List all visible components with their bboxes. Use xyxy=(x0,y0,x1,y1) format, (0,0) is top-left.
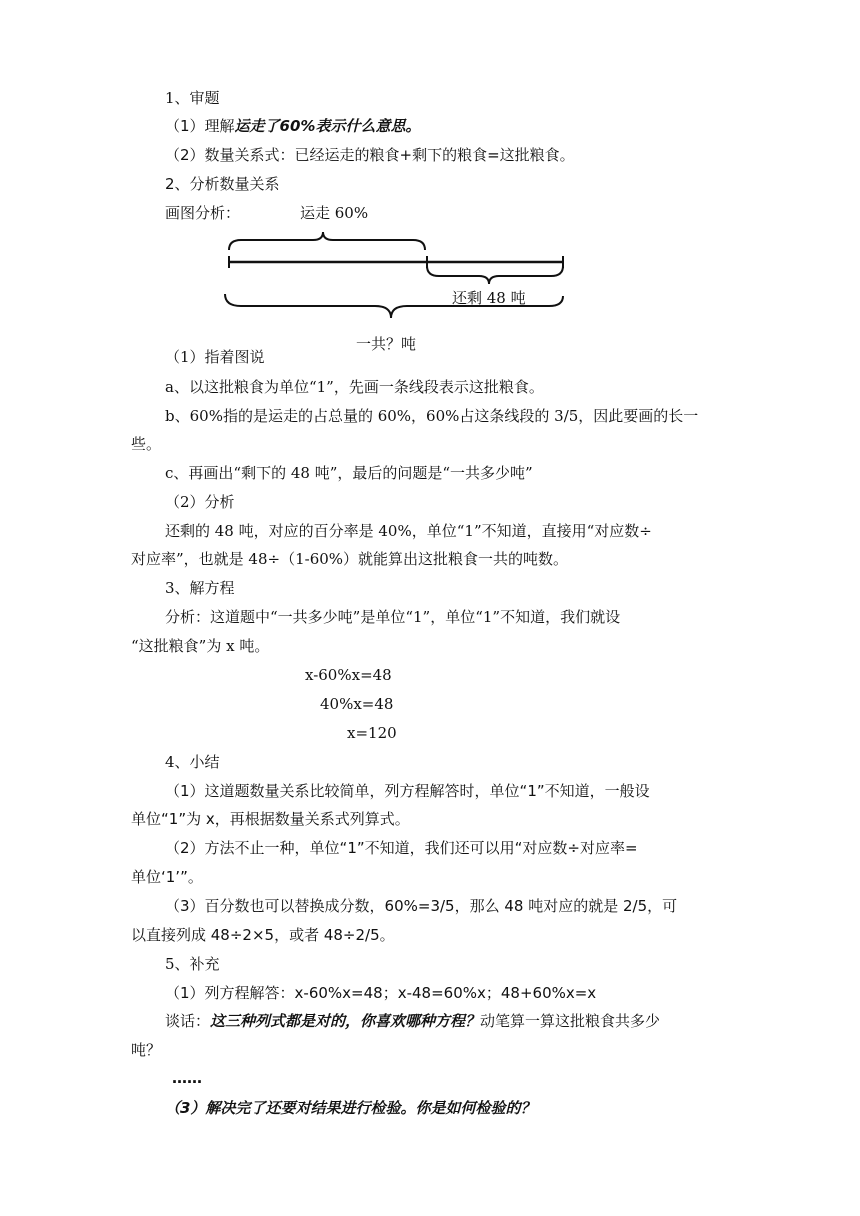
step4-p2-line1: （2）方法不止一种，单位“1”不知道，我们还可以用“对应数÷对应率= xyxy=(165,839,638,857)
step4-heading: 4、小结 xyxy=(165,753,220,771)
step4-p1-line2: 单位“1”为 x，再根据数量关系式列算式。 xyxy=(131,810,410,828)
ellipsis: …… xyxy=(172,1069,202,1087)
talk-prefix: 谈话： xyxy=(165,1012,211,1030)
step5-talk-line2: 吨？ xyxy=(131,1041,162,1059)
step2-item-b-line2: 些。 xyxy=(131,435,162,453)
step1-item1 xyxy=(165,116,420,136)
step3-heading: 3、解方程 xyxy=(165,579,235,597)
step2-sub2: （2）分析 xyxy=(165,493,235,511)
diagram-moved-label: 运走 60% xyxy=(300,204,369,222)
step2-item-a: a、以这批粮食为单位“1”，先画一条线段表示这批粮食。 xyxy=(165,378,544,396)
diagram-total-label: 一共？吨 xyxy=(356,335,417,353)
step4-p1-line1: （1）这道题数量关系比较简单，列方程解答时，单位“1”不知道，一般设 xyxy=(165,782,650,800)
step4-p3-line1: （3）百分数也可以替换成分数，60%=3/5，那么 48 吨对应的就是 2/5，可 xyxy=(165,897,678,915)
step1-item1-prefix: （1）理解 xyxy=(165,117,235,135)
equation-2: 40%x=48 xyxy=(320,695,394,713)
step2-analysis-line2: 对应率”，也就是 48÷（1-60%）就能算出这批粮食一共的吨数。 xyxy=(131,550,569,568)
draw-analysis-label: 画图分析： xyxy=(165,204,241,222)
step2-heading: 2、分析数量关系 xyxy=(165,175,280,193)
moved-brace xyxy=(229,232,425,250)
step4-p3-line2: 以直接列成 48÷2×5，或者 48÷2/5。 xyxy=(131,926,395,944)
step5-p1: （1）列方程解答：x-60%x=48；x-48=60%x；48+60%x=x xyxy=(165,984,597,1002)
diagram-remaining-label: 还剩 48 吨 xyxy=(452,289,526,307)
talk-suffix: 动笔算一算这批粮食共多少 xyxy=(480,1012,661,1030)
step4-p2-line2: 单位‘1’”。 xyxy=(131,868,203,886)
remaining-brace xyxy=(427,266,563,284)
step2-item-b-line1: b、60%指的是运走的占总量的 60%，60%占这条线段的 3/5，因此要画的长一 xyxy=(165,407,699,425)
equation-3: x=120 xyxy=(347,724,397,742)
step1-item1-emphasis: 运走了60%表示什么意思。 xyxy=(234,117,421,135)
talk-emphasis: 这三种列式都是对的，你喜欢哪种方程？ xyxy=(210,1012,481,1030)
step1-heading: 1、审题 xyxy=(165,89,220,107)
step5-p3: （3）解决完了还要对结果进行检验。你是如何检验的？ xyxy=(165,1099,536,1117)
line-segment-svg xyxy=(215,222,575,332)
equation-1: x-60%x=48 xyxy=(305,666,392,684)
step1-item2: （2）数量关系式：已经运走的粮食+剩下的粮食=这批粮食。 xyxy=(165,146,575,164)
step2-analysis-line1: 还剩的 48 吨，对应的百分率是 40%，单位“1”不知道，直接用“对应数÷ xyxy=(165,522,652,540)
step5-heading: 5、补充 xyxy=(165,955,220,973)
step5-talk-line1 xyxy=(165,1011,660,1031)
line-segment-diagram xyxy=(215,222,575,332)
step3-line2: “这批粮食”为 x 吨。 xyxy=(131,637,270,655)
step2-item-c: c、再画出“剩下的 48 吨”，最后的问题是“一共多少吨” xyxy=(165,464,533,482)
step2-sub1: （1）指着图说 xyxy=(165,348,265,366)
step3-line1: 分析：这道题中“一共多少吨”是单位“1”，单位“1”不知道，我们就设 xyxy=(165,608,621,626)
